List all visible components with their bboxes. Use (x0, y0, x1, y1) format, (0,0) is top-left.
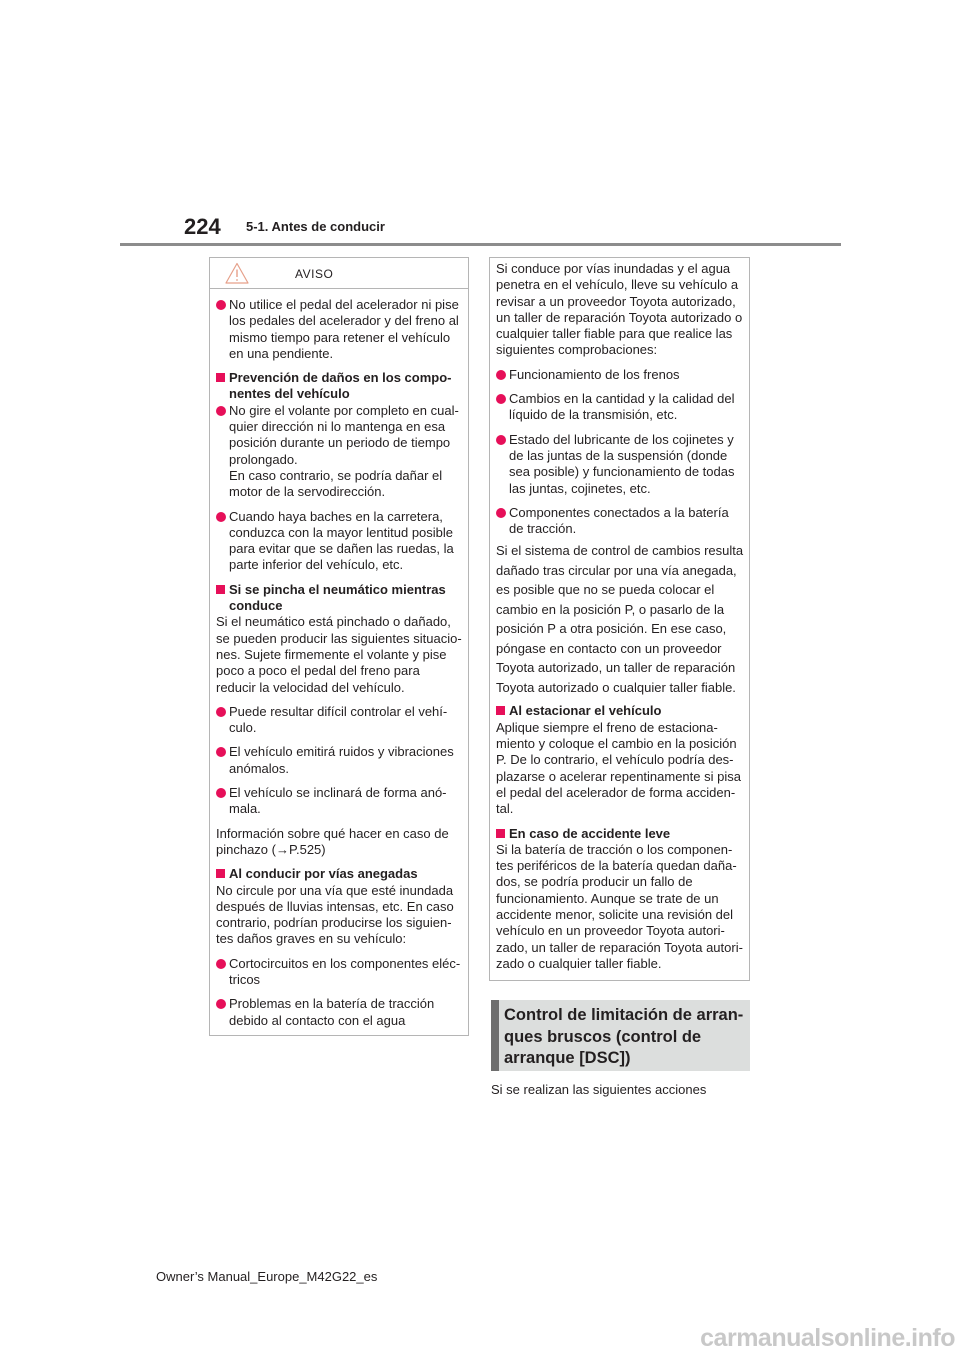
paragraph (216, 883, 462, 948)
section-title-line: ques bruscos (control de (504, 1027, 702, 1046)
spaced-line: posición P a otra posición. En ese caso, (496, 621, 727, 637)
spaced-line: es posible que no se pueda colocar el (496, 582, 715, 598)
section-title-line: arranque [DSC]) (504, 1049, 631, 1067)
text-line: En caso de accidente leve (509, 825, 671, 841)
sub-heading (216, 370, 462, 403)
text-line: Cuando haya baches en la carretera, conduzca con la mayor lentitud posible para evitar que se dañen las ruedas, la parte inferior del vehículo, etc. (229, 508, 454, 573)
text-line: Al conducir por vías anegadas (229, 866, 418, 882)
warning-header (210, 258, 468, 289)
text-line: Información sobre qué hacer en caso de pinchazo (→P.525) (216, 825, 449, 857)
warning-triangle-icon (225, 262, 249, 284)
section-accent-bar (491, 1000, 499, 1071)
watermark: carmanualsonline.info (700, 1324, 955, 1352)
spaced-line: Toyota autorizado, un taller de reparación (496, 660, 736, 676)
text-line: El vehículo se inclinará de forma anó-mala. (229, 785, 447, 817)
spaced-line: dañado tras circular por una vía anegada, (496, 562, 737, 578)
paragraph (216, 614, 462, 695)
continued-items (496, 261, 743, 537)
text-line: Al estacionar el vehículo (509, 703, 662, 719)
text-line: Componentes conectados a la batería de tracción. (509, 504, 729, 537)
bullet-item (216, 704, 462, 737)
page-number: 224 (184, 214, 221, 239)
spaced-line: cambio en la posición P, o pasarlo de la (496, 601, 725, 617)
bullet-item (496, 367, 743, 383)
continued-items-after (496, 703, 743, 972)
bullet-item (216, 996, 462, 1029)
sub-heading (216, 866, 462, 882)
bullet-item (216, 785, 462, 818)
sub-heading (496, 826, 743, 842)
header-rule (120, 243, 841, 246)
sub-heading (216, 582, 462, 615)
paragraph (496, 720, 743, 818)
text-line: No utilice el pedal del acelerador ni pise los pedales del acelerador y del freno al mismo tiempo para retener el vehículo en una pendiente. (229, 297, 459, 361)
bullet-item (216, 297, 462, 362)
continued-box (489, 257, 750, 981)
text-line: No circule por una vía que esté inundada después de lluvias intensas, etc. En caso contrario, podrían producirse los siguien-tes daños graves en su vehículo: (216, 882, 454, 947)
text-line: No gire el volante por completo en cual-quier dirección ni lo mantenga en esa posición durante un periodo de tiempo prolongado. (229, 402, 459, 467)
text-line: Puede resultar difícil controlar el vehí-culo. (229, 703, 448, 736)
text-line: Funcionamiento de los frenos (509, 366, 680, 382)
text-line: Cortocircuitos en los componentes eléc-tricos (229, 955, 461, 987)
section-title (504, 1005, 743, 1070)
warning-items (216, 297, 462, 1029)
section-heading-block (491, 1000, 750, 1071)
text-line: Cambios en la cantidad y la calidad del líquido de la transmisión, etc. (509, 391, 735, 423)
text-line: Estado del lubricante de los cojinetes y de las juntas de la suspensión (donde sea posible) y funcionamiento de todas las juntas, cojinetes, etc. (509, 431, 735, 496)
continued-spaced-text (496, 541, 743, 697)
bullet-item (496, 505, 743, 538)
text-line: Prevención de daños en los compo-nentes del vehículo (229, 370, 452, 402)
text-line: Si el neumático está pinchado o dañado, se pueden producir las siguientes situacio-nes. Sujete firmemente el volante y pise poco a poco el pedal del freno para reducir la velocidad del vehículo. (216, 614, 462, 695)
text-line: Aplique siempre el freno de estaciona-miento y coloque el cambio en la posición P. De lo contrario, el vehículo podría des-plazarse o acelerar repentinamente si pisa el pedal del acelerador de forma acciden-tal. (496, 719, 741, 817)
footer-text: Owner’s Manual_Europe_M42G22_es (156, 1269, 378, 1284)
paragraph (496, 842, 743, 972)
spaced-line: Toyota autorizado o cualquier taller fiable. (496, 679, 736, 695)
text-line: El vehículo emitirá ruidos y vibraciones anómalos. (229, 744, 454, 776)
spaced-line: póngase en contacto con un proveedor (496, 640, 722, 656)
bullet-item (496, 432, 743, 497)
bullet-item (216, 403, 462, 501)
bullet-item (216, 744, 462, 777)
text-line: Problemas en la batería de tracción debido al contacto con el agua (229, 996, 435, 1028)
sub-heading (496, 703, 743, 719)
text-line: Si conduce por vías inundadas y el agua penetra en el vehículo, lleve su vehículo a revisar a un proveedor Toyota autorizado, un taller de reparación Toyota autorizado o cualquier taller fiable para que realice las siguientes comprobaciones: (496, 261, 743, 358)
bullet-item (496, 391, 743, 424)
text-line: Si se pincha el neumático mientras conduce (229, 581, 446, 614)
section-label: 5-1. Antes de conducir (246, 219, 385, 234)
warning-title: AVISO (295, 267, 334, 281)
paragraph (496, 261, 743, 359)
text-line: Si la batería de tracción o los componen-tes periféricos de la batería quedan daña-dos, se podría producir un fallo de funcionamiento. Aunque se trate de un accidente menor, solicite una revisión del vehículo en un proveedor Toyota autori-zado, un taller de reparación Toyota autori-zado o cualquier taller fiable. (496, 841, 743, 971)
text-line: En caso contrario, se podría dañar el motor de la servodirección. (229, 467, 443, 500)
bullet-item (216, 956, 462, 989)
warning-box (209, 257, 469, 1036)
section-title-line: Control de limitación de arran- (504, 1006, 744, 1024)
body-text: Si se realizan las siguientes acciones (491, 1082, 707, 1097)
spaced-line: Si el sistema de control de cambios resulta (496, 543, 744, 559)
bullet-item (216, 509, 462, 574)
paragraph (216, 826, 462, 859)
